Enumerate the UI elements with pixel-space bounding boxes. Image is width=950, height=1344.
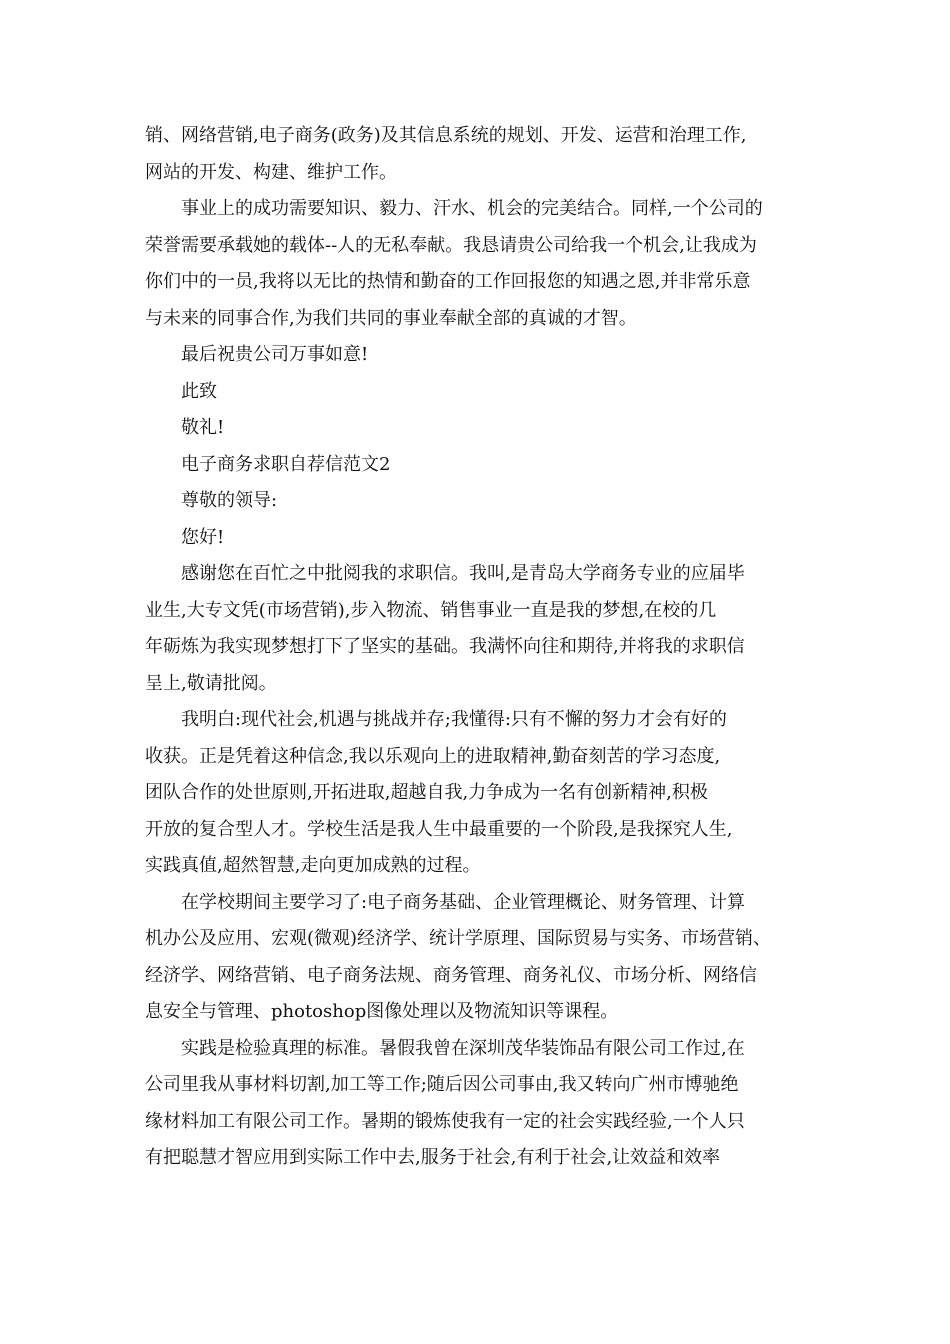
text-line: 团队合作的处世原则,开拓进取,超越自我,力争成为一名有创新精神,积极: [145, 782, 708, 803]
section-title: 电子商务求职自荐信范文2: [181, 453, 391, 475]
paragraph-courses: [145, 885, 810, 1031]
text-line: 年砺炼为我实现梦想打下了坚实的基础。我满怀向往和期待,并将我的求职信: [145, 636, 745, 657]
closing-phrase: 此致: [181, 380, 217, 402]
text-line: 网站的开发、构建、维护工作。: [145, 161, 397, 183]
text-line: 机办公及应用、宏观(微观)经济学、统计学原理、国际贸易与实务、市场营销、: [145, 928, 772, 949]
text-line: 我明白:现代社会,机遇与挑战并存;我懂得:只有不懈的努力才会有好的: [181, 709, 727, 730]
text-line: 实践真值,超然智慧,走向更加成熟的过程。: [145, 855, 481, 876]
paragraph-thanks: [145, 556, 810, 702]
paragraph-continuation: [145, 118, 810, 191]
document-body: [145, 118, 810, 1177]
text-line: 开放的复合型人才。学校生活是我人生中最重要的一个阶段,是我探究人生,: [145, 818, 733, 840]
text-line: 有把聪慧才智应用到实际工作中去,服务于社会,有利于社会,让效益和效率: [145, 1147, 721, 1168]
text-line: 公司里我从事材料切割,加工等工作;随后因公司事由,我又转向广州市博驰绝: [145, 1074, 739, 1095]
text-line: 你们中的一员,我将以无比的热情和勤奋的工作回报您的知遇之恩,并非常乐意: [145, 271, 751, 292]
salutation: 尊敬的领导:: [181, 490, 278, 511]
text-line: 在学校期间主要学习了:电子商务基础、企业管理概论、财务管理、计算: [181, 891, 746, 913]
closing-wish: 最后祝贵公司万事如意!: [181, 344, 369, 365]
text-line: 业生,大专文凭(市场营销),步入物流、销售事业一直是我的梦想,在校的几: [145, 599, 717, 621]
text-line: 与未来的同事合作,为我们共同的事业奉献全部的真诚的才智。: [145, 307, 637, 329]
paragraph-career: [145, 191, 810, 337]
greeting: 您好!: [181, 526, 225, 548]
text-line: 呈上,敬请批阅。: [145, 672, 277, 694]
text-line: 事业上的成功需要知识、毅力、汗水、机会的完美结合。同样,一个公司的: [181, 198, 763, 219]
text-line: 感谢您在百忙之中批阅我的求职信。我叫,是青岛大学商务专业的应届毕: [181, 563, 745, 584]
text-line: 荣誉需要承载她的载体--人的无私奉献。我恳请贵公司给我一个机会,让我成为: [145, 234, 757, 256]
paragraph-understand: [145, 702, 810, 885]
closing-salute: 敬礼!: [181, 417, 225, 438]
text-line: 实践是检验真理的标准。暑假我曾在深圳茂华装饰品有限公司工作过,在: [181, 1037, 745, 1059]
paragraph-practice: [145, 1031, 810, 1177]
text-line: 销、网络营销,电子商务(政务)及其信息系统的规划、开发、运营和治理工作,: [145, 125, 747, 146]
text-line: 息安全与管理、photoshop图像处理以及物流知识等课程。: [145, 1001, 619, 1022]
text-line: 收获。正是凭着这种信念,我以乐观向上的进取精神,勤奋刻苦的学习态度,: [145, 745, 721, 767]
text-line: 经济学、网络营销、电子商务法规、商务管理、商务礼仪、市场分析、网络信: [145, 964, 757, 986]
text-line: 缘材料加工有限公司工作。暑期的锻炼使我有一定的社会实践经验,一个人只: [145, 1110, 745, 1132]
